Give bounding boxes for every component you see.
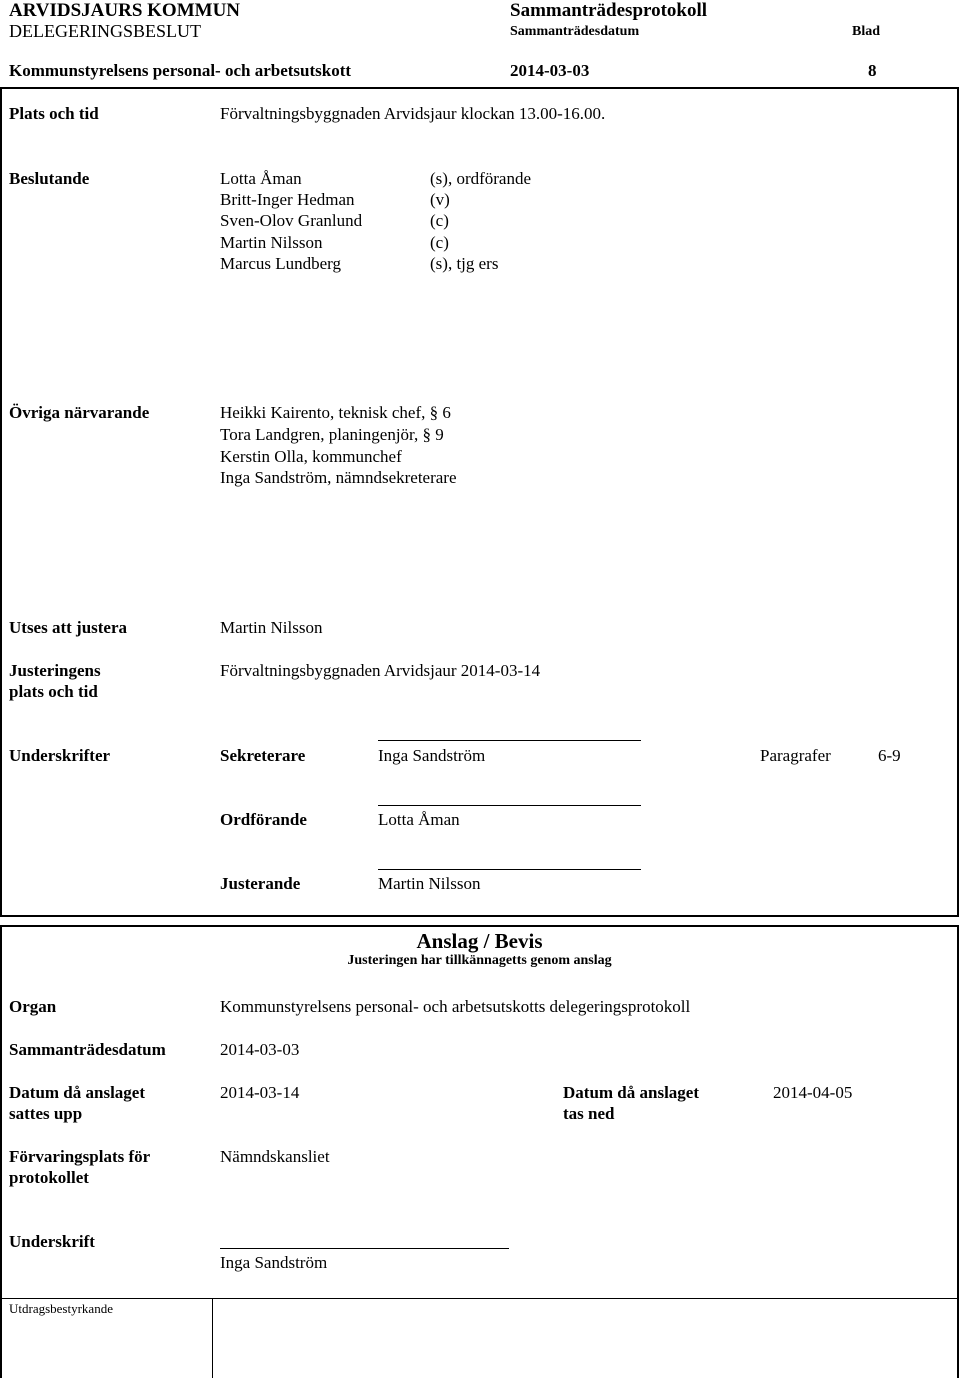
notice-frame-top bbox=[0, 925, 959, 927]
frame-right bbox=[957, 87, 959, 917]
member-role: (s), ordförande bbox=[430, 169, 532, 188]
storage-value: Nämndskansliet bbox=[220, 1147, 330, 1166]
notice-subtitle: Justeringen har tillkännagetts genom anslag bbox=[347, 953, 612, 968]
notice-frame-right bbox=[957, 925, 959, 1378]
decision-type: DELEGERINGSBESLUT bbox=[9, 21, 201, 41]
organ-label: Organ bbox=[9, 997, 57, 1016]
paragraphs-label: Paragrafer bbox=[760, 746, 831, 765]
adjustment-value: Förvaltningsbyggnaden Arvidsjaur 2014-03-14 bbox=[220, 661, 541, 680]
chair-name: Lotta Åman bbox=[378, 810, 460, 829]
secretary-name: Inga Sandström bbox=[378, 746, 486, 765]
adjuster-role: Justerande bbox=[220, 874, 301, 893]
member-role: (s), tjg ers bbox=[430, 254, 499, 273]
notice-frame-left bbox=[0, 925, 2, 1378]
page-number: 8 bbox=[868, 61, 877, 80]
storage-label-1: Förvaringsplats för bbox=[9, 1147, 151, 1166]
extract-rule bbox=[0, 1298, 959, 1299]
document-title: Sammanträdesprotokoll bbox=[510, 0, 708, 21]
frame-bottom bbox=[0, 915, 959, 917]
paragraphs-value: 6-9 bbox=[878, 746, 901, 765]
extract-divider bbox=[212, 1298, 213, 1378]
notice-date-value: 2014-03-03 bbox=[220, 1040, 300, 1059]
notice-date-label: Sammanträdesdatum bbox=[9, 1040, 166, 1059]
organ-value: Kommunstyrelsens personal- och arbetsutskotts delegeringsprotokoll bbox=[220, 997, 691, 1016]
signature-line-chair bbox=[378, 805, 641, 806]
member-name: Marcus Lundberg bbox=[220, 254, 342, 273]
member-name: Martin Nilsson bbox=[220, 233, 323, 252]
page-header-label: Blad bbox=[852, 24, 881, 39]
storage-label-2: protokollet bbox=[9, 1168, 89, 1187]
posted-label-1: Datum då anslaget bbox=[9, 1083, 146, 1102]
adjustment-label-1: Justeringens bbox=[9, 661, 101, 680]
adjuster-value: Martin Nilsson bbox=[220, 618, 323, 637]
others-present-label: Övriga närvarande bbox=[9, 403, 150, 422]
member-name: Lotta Åman bbox=[220, 169, 302, 188]
signature-line-adjuster bbox=[378, 869, 641, 870]
member-role: (v) bbox=[430, 190, 450, 209]
signatures-label: Underskrifter bbox=[9, 746, 111, 765]
venue-label: Plats och tid bbox=[9, 104, 99, 123]
date-header-label: Sammanträdesdatum bbox=[510, 24, 640, 39]
municipality-name: ARVIDSJAURS KOMMUN bbox=[9, 0, 241, 21]
present-person: Inga Sandström, nämndsekreterare bbox=[220, 468, 457, 487]
signature-line-secretary bbox=[378, 740, 641, 741]
member-name: Britt-Inger Hedman bbox=[220, 190, 355, 209]
adjuster-name: Martin Nilsson bbox=[378, 874, 481, 893]
header-rule bbox=[0, 87, 959, 89]
signature-line-notice bbox=[220, 1248, 509, 1249]
present-person: Heikki Kairento, teknisk chef, § 6 bbox=[220, 403, 451, 422]
secretary-role: Sekreterare bbox=[220, 746, 306, 765]
adjustment-label-2: plats och tid bbox=[9, 682, 98, 701]
adjuster-label: Utses att justera bbox=[9, 618, 128, 637]
chair-role: Ordförande bbox=[220, 810, 307, 829]
notice-title: Anslag / Bevis bbox=[416, 929, 543, 953]
posted-value: 2014-03-14 bbox=[220, 1083, 300, 1102]
removed-label-1: Datum då anslaget bbox=[563, 1083, 700, 1102]
frame-left bbox=[0, 87, 2, 917]
meeting-date: 2014-03-03 bbox=[510, 61, 590, 80]
venue-value: Förvaltningsbyggnaden Arvidsjaur klockan 13.00-16.00. bbox=[220, 104, 606, 123]
member-name: Sven-Olov Granlund bbox=[220, 211, 363, 230]
signature-name: Inga Sandström bbox=[220, 1253, 328, 1272]
extract-certification-label: Utdragsbestyrkande bbox=[9, 1301, 113, 1316]
member-role: (c) bbox=[430, 233, 449, 252]
present-person: Kerstin Olla, kommunchef bbox=[220, 447, 402, 466]
committee-name: Kommunstyrelsens personal- och arbetsutskott bbox=[9, 61, 352, 80]
posted-label-2: sattes upp bbox=[9, 1104, 83, 1123]
decision-makers-label: Beslutande bbox=[9, 169, 90, 188]
signature-label: Underskrift bbox=[9, 1232, 95, 1251]
removed-label-2: tas ned bbox=[563, 1104, 615, 1123]
removed-value: 2014-04-05 bbox=[773, 1083, 853, 1102]
present-person: Tora Landgren, planingenjör, § 9 bbox=[220, 425, 444, 444]
member-role: (c) bbox=[430, 211, 449, 230]
